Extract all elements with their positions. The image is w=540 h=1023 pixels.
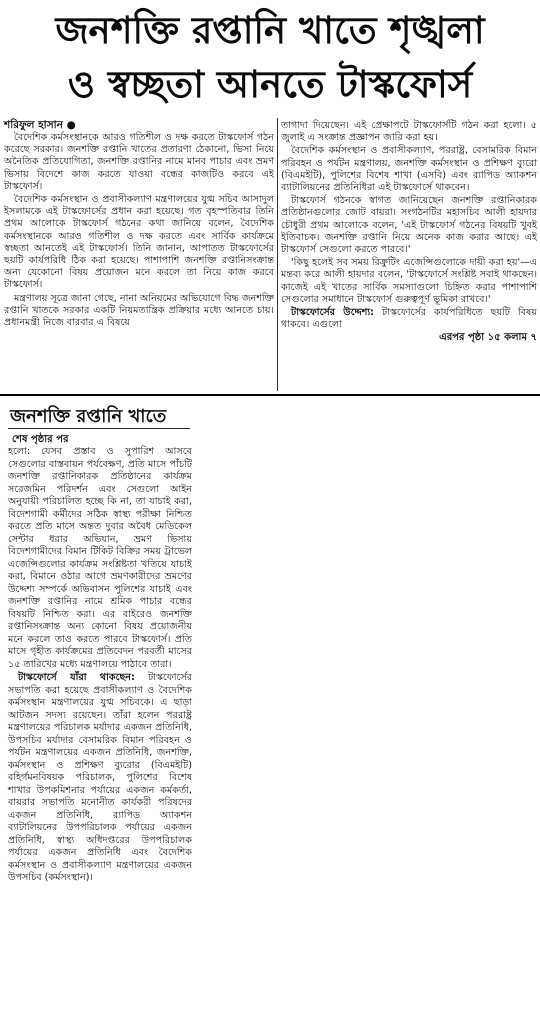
paragraph: হলো: যেসব প্রস্তাব ও সুপারিশ আসবে সেগুলোর বাস্তবায়ন পর্যবেক্ষণ, প্রতি মাসে পাঁচটি জনশক্তি রপ্তানিকারক প্রতিষ্ঠানের কার্যক্রম সরেজমিন পরিদর্শন এবং সেগুলো আইন অনুযায়ী পরিচালিত হচ্ছে কি না, তা যাচাই করা, বিদেশগামী কর্মীদের সঠিক স্বাস্থ্য পরীক্ষা নিশ্চিত করতে প্রতি মাসে অন্তত দুবার অবৈধ মেডিকেল সেন্টার ধরার অভিযান, ভ্রমণ ভিসায় বিদেশগামীদের বিমান টিকিট বিক্রির সময় ট্রাভেল এজেন্সিগুলোর কার্যক্রম সংশ্লিষ্টতা খতিয়ে যাচাই করা, বিমানে ওঠার আগে ভ্রমণকারীদের ভ্রমণের উদ্দেশ্য সম্পর্কে অভিবাসন পুলিশের যাচাই এবং জনশক্তি রপ্তানির নামে শ্রমিক পাচার বন্ধের বিষয়টি নিশ্চিত করা। এর বাইরেও জনশক্তি রপ্তানিসংক্রান্ত অন্য কোনো বিষয় প্রয়োজনীয় মনে করলে তাও করতে পারবে টাস্কফোর্স। প্রতি মাসে গৃহীত কার্যক্রমের প্রতিবেদন পরবর্তী মাসের ১৫ তারিখের মধ্যে মন্ত্রণালয়ে পাঠাবে তারা। [8, 446, 192, 670]
paragraph-text: টাস্কফোর্সের কার্যপরিধিতে ছয়টি বিষয় থাকবে। এগুলো [281, 307, 537, 331]
continuation-subtitle: শেষ পৃষ্ঠার পর [12, 434, 69, 445]
paragraph: বৈদেশিক কর্মসংস্থান ও প্রবাসীকল্যাণ মন্ত্রণালয়ের যুগ্ম সচিব আসাদুল ইসলামকে এই টাস্কফোর্সের প্রধান করা হয়েছে। গত বৃহস্পতিবার তিনি প্রথম আলোকে টাস্কফোর্স গঠনের কথা জানিয়ে বলেন, বৈদেশিক কর্মসংস্থানকে আরও গতিশীল ও দক্ষ করতে এবং সার্বিক কার্যক্রমে স্বচ্ছতা আনতেই এই টাস্কফোর্স। তিনি জানান, আপাতত টাস্কফোর্সের ছয়টি কার্যপরিধি ঠিক করা হয়েছে। পাশাপাশি জনশক্তি রপ্তানিসংক্রান্ত অন্য যেকোনো বিষয় প্রয়োজন মনে করলে তা নিয়ে কাজ করবে টাস্কফোর্স। [4, 194, 274, 291]
article-right-column [281, 120, 537, 345]
headline-line-2: ও স্বচ্ছতা আনতে টাস্কফোর্স [67, 63, 473, 106]
section-divider [0, 394, 540, 396]
continuation-jump-note: এরপর পৃষ্ঠা ১৫ কলাম ৭ [439, 332, 537, 344]
subhead-members: টাস্কফোর্সে যাঁরা থাকছেন: [18, 672, 135, 683]
paragraph: মন্ত্রণালয় সূত্রে জানা গেছে, নানা অনিয়মের অভিযোগে বিদ্ধ জনশক্তি রপ্তানি খাতকে সরকার একটি নিয়মতান্ত্রিক প্রক্রিয়ার মধ্যে আনতে চায়। প্রধানমন্ত্রী নিজে বারবার এ বিষয়ে [4, 292, 274, 329]
paragraph: 'কিছু হলেই সব সময় রিক্রুটিং এজেন্সিগুলোকে দায়ী করা হয়'—এ মন্তব্য করে আলী হায়দার বলেন, 'টাস্কফোর্সে সংশ্লিষ্ট সবাই থাকছেন। কাজেই এই খাতের সার্বিক সমস্যাগুলো চিহ্নিত করার পাশাপাশি সেগুলোর সমাধানে টাস্কফোর্স গুরুত্বপূর্ণ ভূমিকা রাখবে।' [281, 257, 537, 305]
paragraph: টাস্কফোর্স গঠনকে স্বাগত জানিয়েছেন জনশক্তি রপ্তানিকারক প্রতিষ্ঠানগুলোর জোট বায়রা। সংগঠনটির মহাসচিব আলী হায়দার চৌধুরী প্রথম আলোকে বলেন, 'এই টাস্কফোর্স গঠনের বিষয়টি খুবই ইতিবাচক। জনশক্তি রপ্তানি নিয়ে অনেক কাজ করার আছে। এই টাস্কফোর্স সেগুলো করতে পারবে।' [281, 195, 537, 256]
continuation-title: জনশক্তি রপ্তানি খাতে [10, 406, 167, 427]
headline [0, 0, 540, 120]
headline-line-1: জনশক্তি রপ্তানি খাতে শৃঙ্খলা [55, 9, 485, 52]
paragraph: বৈদেশিক কর্মসংস্থান ও প্রবাসীকল্যাণ, পররাষ্ট্র, বেসামরিক বিমান পরিবহন ও পর্যটন মন্ত্রণালয়, জনশক্তি কর্মসংস্থান ও প্রশিক্ষণ ব্যুরো (বিএমইটি), পুলিশের বিশেষ শাখা (এসবি) এবং র‍্যাপিড অ্যাকশন ব্যাটালিয়নের প্রতিনিধিরা এই টাস্কফোর্সে থাকবেন। [281, 145, 537, 194]
subhead-objective: টাস্কফোর্সের উদ্দেশ্য: [291, 307, 374, 319]
paragraph [281, 307, 537, 331]
paragraph [8, 672, 192, 885]
article-left-column [4, 132, 274, 330]
continuation-title-underline [8, 428, 190, 429]
paragraph: তাগাদা দিয়েছেন। এই প্রেক্ষাপটে টাস্কফোর্সটি গঠন করা হলো। ৫ জুলাই এ সংক্রান্ত প্রজ্ঞাপন জারি করা হয়। [281, 120, 537, 144]
paragraph-text: টাস্কফোর্সের সভাপতি করা হয়েছে প্রবাসীকল্যাণ ও বৈদেশিক কর্মসংস্থান মন্ত্রণালয়ের যুগ্ম সচিবকে। এ ছাড়া আটজন সদস্য রয়েছেন। তাঁরা হলেন পররাষ্ট্র মন্ত্রণালয়ের পরিচালক মর্যাদার একজন প্রতিনিধি, উপসচিব মর্যাদার বেসামরিক বিমান পরিবহন ও পর্যটন মন্ত্রণালয়ের একজন প্রতিনিধি, জনশক্তি, কর্মসংস্থান ও প্রশিক্ষণ ব্যুরোর (বিএমইটি) বহির্গমনবিষয়ক পরিচালক, পুলিশের বিশেষ শাখার উপকমিশনার পর্যায়ের একজন কর্মকর্তা, বায়রার সভাপতি মনোনীত কার্যকরী পরিষদের একজন প্রতিনিধি, র‍্যাপিড অ্যাকশন ব্যাটালিয়নের উপপরিচালক পর্যায়ের একজন প্রতিনিধি, স্বাস্থ্য অধিদপ্তরের উপপরিচালক পর্যায়ের একজন প্রতিনিধি এবং বৈদেশিক কর্মসংস্থান ও প্রবাসীকল্যাণ মন্ত্রণালয়ের একজন উপসচিব (কর্মসংস্থান)। [8, 672, 193, 883]
byline: শরিফুল হাসান ● [4, 119, 76, 131]
continuation-column [8, 446, 192, 886]
column-divider [277, 118, 278, 391]
paragraph: বৈদেশিক কর্মসংস্থানকে আরও গতিশীল ও দক্ষ করতে টাস্কফোর্স গঠন করেছে সরকার। জনশক্তি রপ্তানি খাতের প্রতারণা ঠেকানো, ভিসা নিয়ে অনৈতিক প্রতিযোগিতা, জনশক্তি রপ্তানির নামে মানব পাচার এবং ভ্রমণ ভিসায় বিদেশে কাজ করতে যাওয়া বন্ধের কাজটিও করবে এই টাস্কফোর্স। [4, 132, 274, 192]
